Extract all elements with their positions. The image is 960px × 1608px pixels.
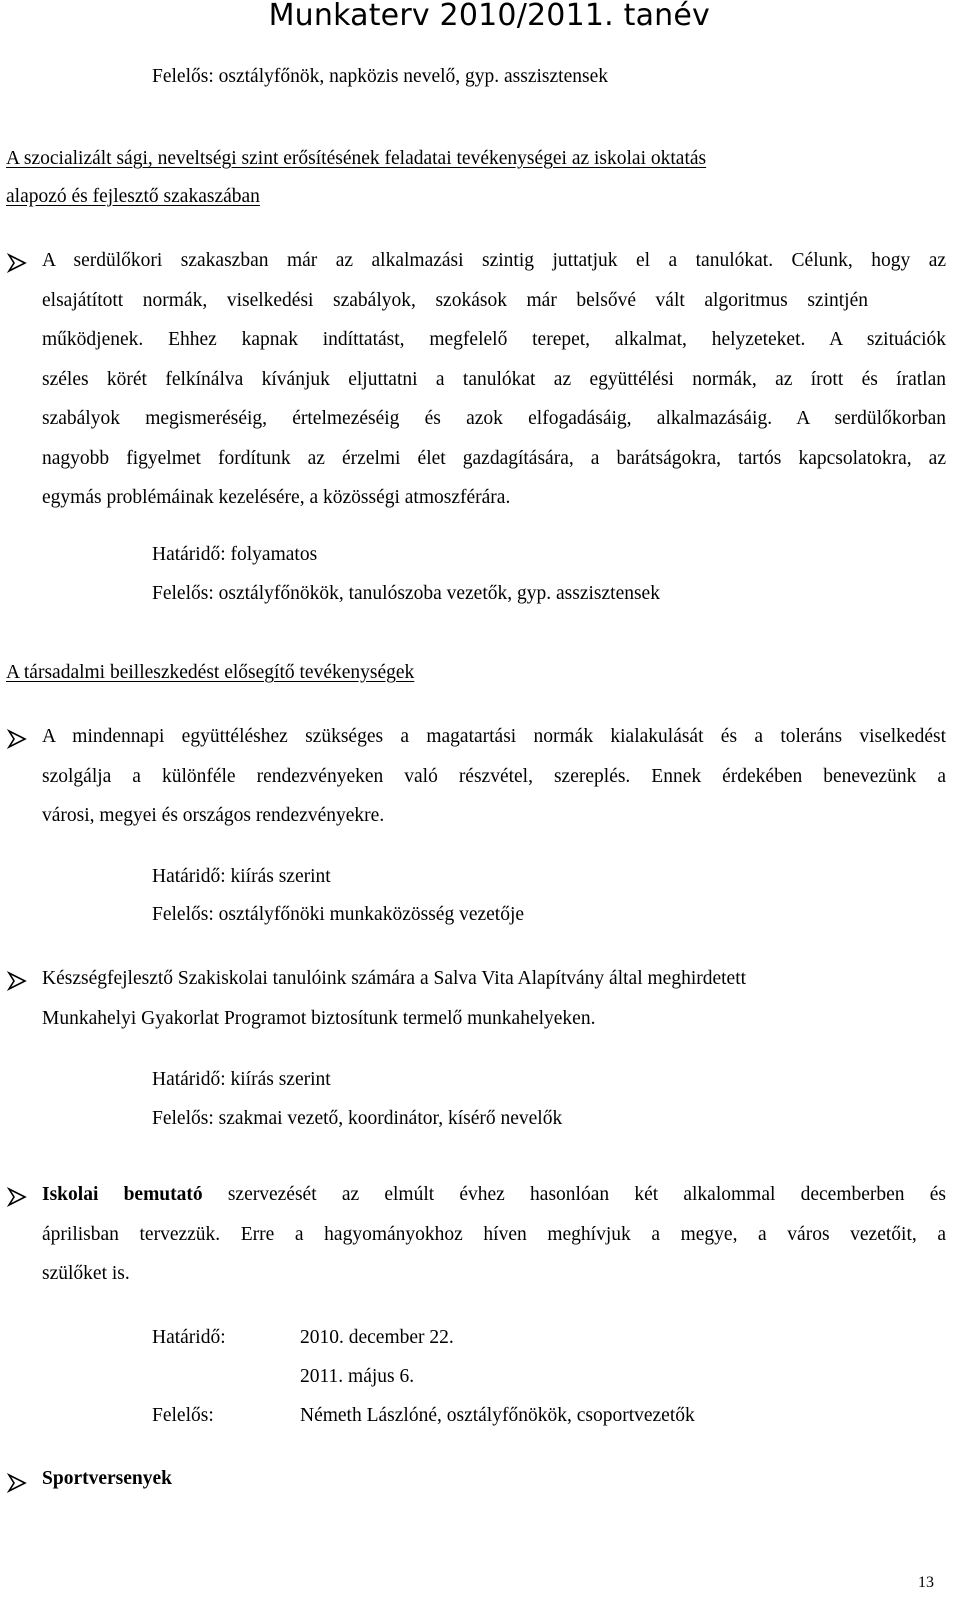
- section2-bullet2-deadline: Határidő: kiírás szerint: [152, 1069, 331, 1090]
- section1-heading-line2: alapozó és fejlesztő szakaszában: [6, 186, 260, 207]
- paragraph-line: áprilisban tervezzük. Erre a hagyományokhoz híven meghívjuk a megye, a város vezetőit, a: [42, 1223, 946, 1245]
- paragraph-line: [42, 1175, 946, 1215]
- bold-phrase: Iskolai bemutató: [42, 1184, 203, 1205]
- arrowhead-bullet-icon: [6, 1186, 28, 1208]
- section2-bullet3-deadline-label: Határidő:: [152, 1327, 226, 1348]
- paragraph-line: szülőket is.: [42, 1263, 130, 1284]
- top-responsible: Felelős: osztályfőnök, napközis nevelő, gyp. asszisztensek: [152, 66, 608, 87]
- page-header-title: Munkaterv 2010/2011. tanév: [268, 0, 710, 33]
- arrowhead-bullet-icon: [6, 970, 28, 992]
- section2-bullet3-deadline-value2: 2011. május 6.: [300, 1366, 415, 1387]
- paragraph-line: nagyobb figyelmet fordítunk az érzelmi élet gazdagítására, a barátságokra, tartós kapcsolatokra, az: [42, 447, 946, 469]
- section2-bullet1-deadline: Határidő: kiírás szerint: [152, 866, 331, 887]
- section2-bullet4-title: Sportversenyek: [42, 1468, 172, 1489]
- section2-bullet3-deadline-value1: 2010. december 22.: [300, 1327, 454, 1348]
- section2-bullet3-responsible-value: Németh Lászlóné, osztályfőnökök, csoportvezetők: [300, 1405, 695, 1426]
- section1-deadline: Határidő: folyamatos: [152, 544, 318, 565]
- paragraph-line: szolgálja a különféle rendezvényeken való részvétel, szereplés. Ennek érdekében benevezünk a: [42, 765, 946, 787]
- section1-bullet1-paragraph: [42, 241, 946, 518]
- paragraph-line: egymás problémáinak kezelésére, a közösségi atmoszférára.: [42, 487, 511, 508]
- section1-responsible: Felelős: osztályfőnökök, tanulószoba vezetők, gyp. asszisztensek: [152, 583, 660, 604]
- section2-bullet1-paragraph: [42, 717, 946, 836]
- section2-bullet3-paragraph: [42, 1175, 946, 1294]
- paragraph-line: elsajátított normák, viselkedési szabályok, szokások már belsővé vált algoritmus szintjén: [42, 289, 868, 311]
- section2-heading: A társadalmi beilleszkedést elősegítő tevékenységek: [6, 662, 415, 683]
- section2-bullet2-responsible: Felelős: szakmai vezető, koordinátor, kísérő nevelők: [152, 1108, 563, 1129]
- paragraph-line: széles körét felkínálva kívánjuk eljuttatni a tanulókat az együttélési normák, az írott és íratlan: [42, 368, 946, 390]
- arrowhead-bullet-icon: [6, 252, 28, 274]
- section1-heading-line1: A szocializált sági, neveltségi szint erősítésének feladatai tevékenységei az iskolai oktatás: [6, 148, 707, 169]
- arrowhead-bullet-icon: [6, 728, 28, 750]
- paragraph-line: városi, megyei és országos rendezvényekre.: [42, 805, 385, 826]
- paragraph-line: működjenek. Ehhez kapnak indíttatást, megfelelő terepet, alkalmat, helyzeteket. A szituációk: [42, 329, 946, 350]
- section2-bullet2-paragraph: [42, 959, 946, 1038]
- paragraph-line: Készségfejlesztő Szakiskolai tanulóink számára a Salva Vita Alapítvány által meghirdetett: [42, 968, 747, 989]
- paragraph-line: Munkahelyi Gyakorlat Programot biztosítunk termelő munkahelyeken.: [42, 1007, 596, 1029]
- arrowhead-bullet-icon: [6, 1472, 28, 1494]
- paragraph-line: szabályok megismeréséig, értelmezéséig és azok elfogadásáig, alkalmazásáig. A serdülőkorban: [42, 408, 946, 429]
- section2-bullet1-responsible: Felelős: osztályfőnöki munkaközösség vezetője: [152, 904, 525, 925]
- page-number: 13: [918, 1574, 934, 1591]
- section2-bullet3-responsible-label: Felelős:: [152, 1405, 214, 1426]
- paragraph-line: A mindennapi együttéléshez szükséges a magatartási normák kialakulását és a toleráns viselkedést: [42, 726, 946, 747]
- paragraph-line: A serdülőkori szakaszban már az alkalmazási szintig juttatjuk el a tanulókat. Célunk, hogy az: [42, 250, 946, 271]
- line-rest: szervezését az elmúlt évhez hasonlóan két alkalommal decemberben és: [202, 1184, 946, 1205]
